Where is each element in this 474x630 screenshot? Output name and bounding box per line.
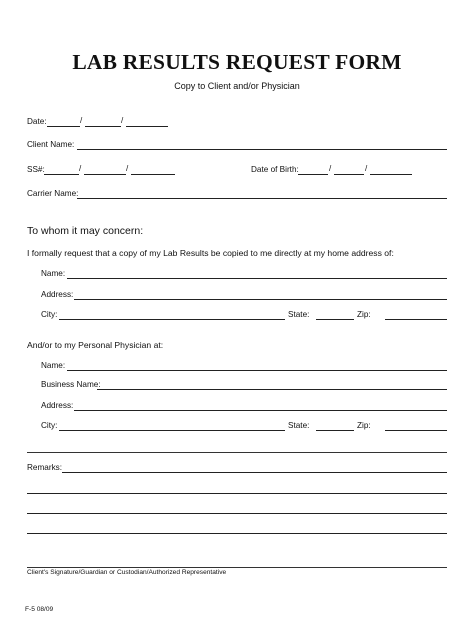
physician-zip-label: Zip: — [357, 421, 371, 430]
date-day-field[interactable] — [85, 126, 121, 127]
signature-line[interactable] — [27, 567, 447, 568]
date-separator-1: / — [80, 116, 83, 125]
form-subtitle: Copy to Client and/or Physician — [174, 81, 300, 91]
physician-state-label: State: — [288, 421, 310, 430]
form-code: F-5 08/09 — [25, 606, 54, 613]
home-city-label: City: — [41, 310, 58, 319]
greeting: To whom it may concern: — [27, 225, 144, 237]
ss-label: SS#: — [27, 165, 45, 174]
home-state-label: State: — [288, 310, 310, 319]
date-year-field[interactable] — [126, 126, 168, 127]
dob-separator-2: / — [365, 164, 368, 173]
ss-separator-2: / — [126, 164, 129, 173]
date-label: Date: — [27, 117, 47, 126]
section-divider — [27, 452, 447, 453]
home-zip-field[interactable] — [385, 319, 447, 320]
physician-address-field[interactable] — [74, 410, 447, 411]
home-state-field[interactable] — [316, 319, 354, 320]
home-name-field[interactable] — [67, 278, 447, 279]
remarks-line-1[interactable] — [62, 472, 447, 473]
physician-zip-field[interactable] — [385, 430, 447, 431]
physician-business-field[interactable] — [97, 389, 447, 390]
dob-separator-1: / — [329, 164, 332, 173]
date-separator-2: / — [121, 116, 124, 125]
home-name-label: Name: — [41, 269, 66, 278]
home-zip-label: Zip: — [357, 310, 371, 319]
physician-state-field[interactable] — [316, 430, 354, 431]
form-title: LAB RESULTS REQUEST FORM — [72, 50, 402, 74]
dob-day-field[interactable] — [334, 174, 364, 175]
remarks-line-4[interactable] — [27, 533, 447, 534]
dob-month-field[interactable] — [298, 174, 328, 175]
remarks-line-2[interactable] — [27, 493, 447, 494]
dob-year-field[interactable] — [370, 174, 412, 175]
carrier-label: Carrier Name: — [27, 189, 79, 198]
physician-city-label: City: — [41, 421, 58, 430]
home-address-field[interactable] — [74, 299, 447, 300]
ss-part1-field[interactable] — [44, 174, 79, 175]
dob-label: Date of Birth: — [251, 165, 299, 174]
ss-part3-field[interactable] — [131, 174, 175, 175]
remarks-line-3[interactable] — [27, 513, 447, 514]
physician-business-label: Business Name: — [41, 380, 101, 389]
carrier-field[interactable] — [77, 198, 447, 199]
physician-name-label: Name: — [41, 361, 66, 370]
home-address-label: Address: — [41, 290, 74, 299]
home-city-field[interactable] — [59, 319, 285, 320]
physician-city-field[interactable] — [59, 430, 285, 431]
physician-name-field[interactable] — [67, 370, 447, 371]
client-name-label: Client Name: — [27, 140, 75, 149]
client-name-field[interactable] — [77, 149, 447, 150]
ss-separator-1: / — [79, 164, 82, 173]
request-text: I formally request that a copy of my Lab Results be copied to me directly at my home address of: — [27, 248, 394, 258]
ss-part2-field[interactable] — [84, 174, 126, 175]
remarks-label: Remarks: — [27, 463, 63, 472]
date-month-field[interactable] — [47, 126, 80, 127]
signature-label: Client's Signature/Guardian or Custodian/Authorized Representative — [27, 569, 227, 576]
physician-intro: And/or to my Personal Physician at: — [27, 340, 164, 350]
physician-address-label: Address: — [41, 401, 74, 410]
